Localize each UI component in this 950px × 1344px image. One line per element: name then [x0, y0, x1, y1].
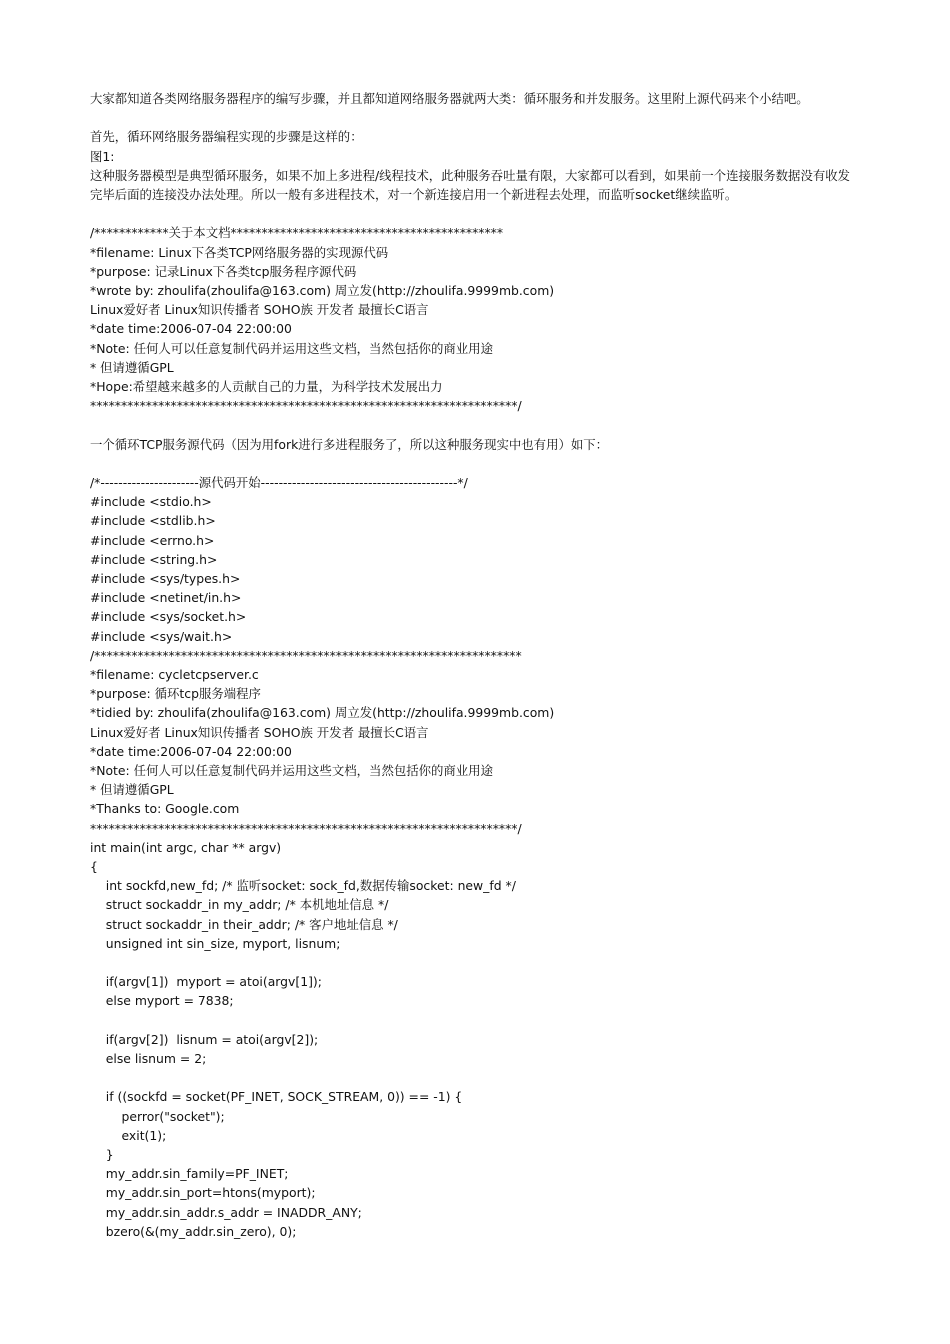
code-line: Linux爱好者 Linux知识传播者 SOHO族 开发者 最擅长C语言: [90, 724, 429, 740]
code-line: * 但请遵循GPL: [90, 782, 174, 798]
code-line: #include <string.h>: [90, 551, 218, 567]
code-line: else myport = 7838;: [90, 993, 234, 1009]
code-line: *filename: cycletcpserver.c: [90, 667, 259, 683]
code-line: *tidied by: zhoulifa(zhoulifa@163.com) 周立发(http://zhoulifa.9999mb.com): [90, 705, 555, 721]
code-line: int sockfd,new_fd; /* 监听socket: sock_fd,数据传输socket: new_fd */: [90, 878, 516, 894]
about-line: *purpose: 记录Linux下各类tcp服务程序源代码: [90, 263, 357, 279]
document-page: [90, 89, 860, 1241]
code-line: [90, 953, 860, 972]
code-line: }: [90, 1147, 114, 1163]
spacer: [90, 415, 860, 434]
code-line: unsigned int sin_size, myport, lisnum;: [90, 935, 341, 951]
spacer: [90, 204, 860, 223]
about-line: *filename: Linux下各类TCP网络服务器的实现源代码: [90, 244, 389, 260]
code-block: [90, 473, 860, 1241]
about-line: *Hope:希望越来越多的人贡献自己的力量，为科学技术发展出力: [90, 379, 443, 395]
code-line: #include <sys/socket.h>: [90, 609, 247, 625]
code-line: #include <errno.h>: [90, 532, 215, 548]
about-line: *date time:2006-07-04 22:00:00: [90, 321, 292, 337]
code-line: #include <stdlib.h>: [90, 513, 216, 529]
code-line: #include <stdio.h>: [90, 494, 212, 510]
code-line: struct sockaddr_in their_addr; /* 客户地址信息 */: [90, 916, 398, 932]
spacer: [90, 108, 860, 127]
code-line: [90, 1011, 860, 1030]
code-line: if ((sockfd = socket(PF_INET, SOCK_STREAM, 0)) == -1) {: [90, 1089, 463, 1105]
code-line: *********************************************************************/: [90, 820, 522, 836]
about-block: [90, 223, 860, 415]
code-line: /*********************************************************************: [90, 647, 522, 663]
code-line: if(argv[1]) myport = atoi(argv[1]);: [90, 974, 322, 990]
code-line: /*----------------------源代码开始--------------------------------------------*/: [90, 475, 468, 490]
intro-paragraph: 大家都知道各类网络服务器程序的编写步骤，并且都知道网络服务器就两大类：循环服务和并发服务。这里附上源代码来个小结吧。: [90, 91, 809, 106]
about-line: *Note: 任何人可以任意复制代码并运用这些文档，当然包括你的商业用途: [90, 340, 493, 356]
code-line: my_addr.sin_addr.s_addr = INADDR_ANY;: [90, 1204, 362, 1220]
about-line: *wrote by: zhoulifa(zhoulifa@163.com) 周立发(http://zhoulifa.9999mb.com): [90, 283, 555, 298]
about-line: *********************************************************************/: [90, 398, 522, 414]
code-line: *date time:2006-07-04 22:00:00: [90, 743, 292, 759]
code-line: exit(1);: [90, 1127, 167, 1143]
code-line: *Thanks to: Google.com: [90, 801, 240, 817]
code-line: if(argv[2]) lisnum = atoi(argv[2]);: [90, 1031, 319, 1047]
code-line: bzero(&(my_addr.sin_zero), 0);: [90, 1223, 297, 1239]
about-line: /************关于本文档********************************************: [90, 225, 504, 241]
code-line: {: [90, 859, 98, 875]
figure-label: 图1:: [90, 148, 115, 164]
code-line: else lisnum = 2;: [90, 1051, 207, 1067]
code-line: my_addr.sin_family=PF_INET;: [90, 1166, 289, 1182]
spacer: [90, 454, 860, 473]
code-line: struct sockaddr_in my_addr; /* 本机地址信息 */: [90, 897, 389, 913]
code-line: *Note: 任何人可以任意复制代码并运用这些文档，当然包括你的商业用途: [90, 763, 493, 779]
code-line: perror("socket");: [90, 1108, 225, 1124]
about-line: * 但请遵循GPL: [90, 359, 174, 375]
code-line: *purpose: 循环tcp服务端程序: [90, 686, 261, 702]
model-paragraph: 这种服务器模型是典型循环服务，如果不加上多进程/线程技术，此种服务吞吐量有限，大家都可以看到，如果前一个连接服务数据没有收发完毕后面的连接没办法处理。所以一般有多进程技术，对一个新连接启用一个新进程去处理，而监听socket继续监听。: [90, 167, 851, 202]
source-intro: 一个循环TCP服务源代码（因为用fork进行多进程服务了，所以这种服务现实中也有用）如下：: [90, 436, 609, 452]
code-line: #include <sys/wait.h>: [90, 628, 233, 644]
about-line: Linux爱好者 Linux知识传播者 SOHO族 开发者 最擅长C语言: [90, 302, 429, 318]
code-line: my_addr.sin_port=htons(myport);: [90, 1185, 316, 1201]
code-line: #include <netinet/in.h>: [90, 590, 242, 606]
code-line: [90, 1068, 860, 1087]
code-line: #include <sys/types.h>: [90, 571, 241, 587]
code-line: int main(int argc, char ** argv): [90, 839, 282, 855]
steps-heading: 首先，循环网络服务器编程实现的步骤是这样的：: [90, 129, 363, 145]
